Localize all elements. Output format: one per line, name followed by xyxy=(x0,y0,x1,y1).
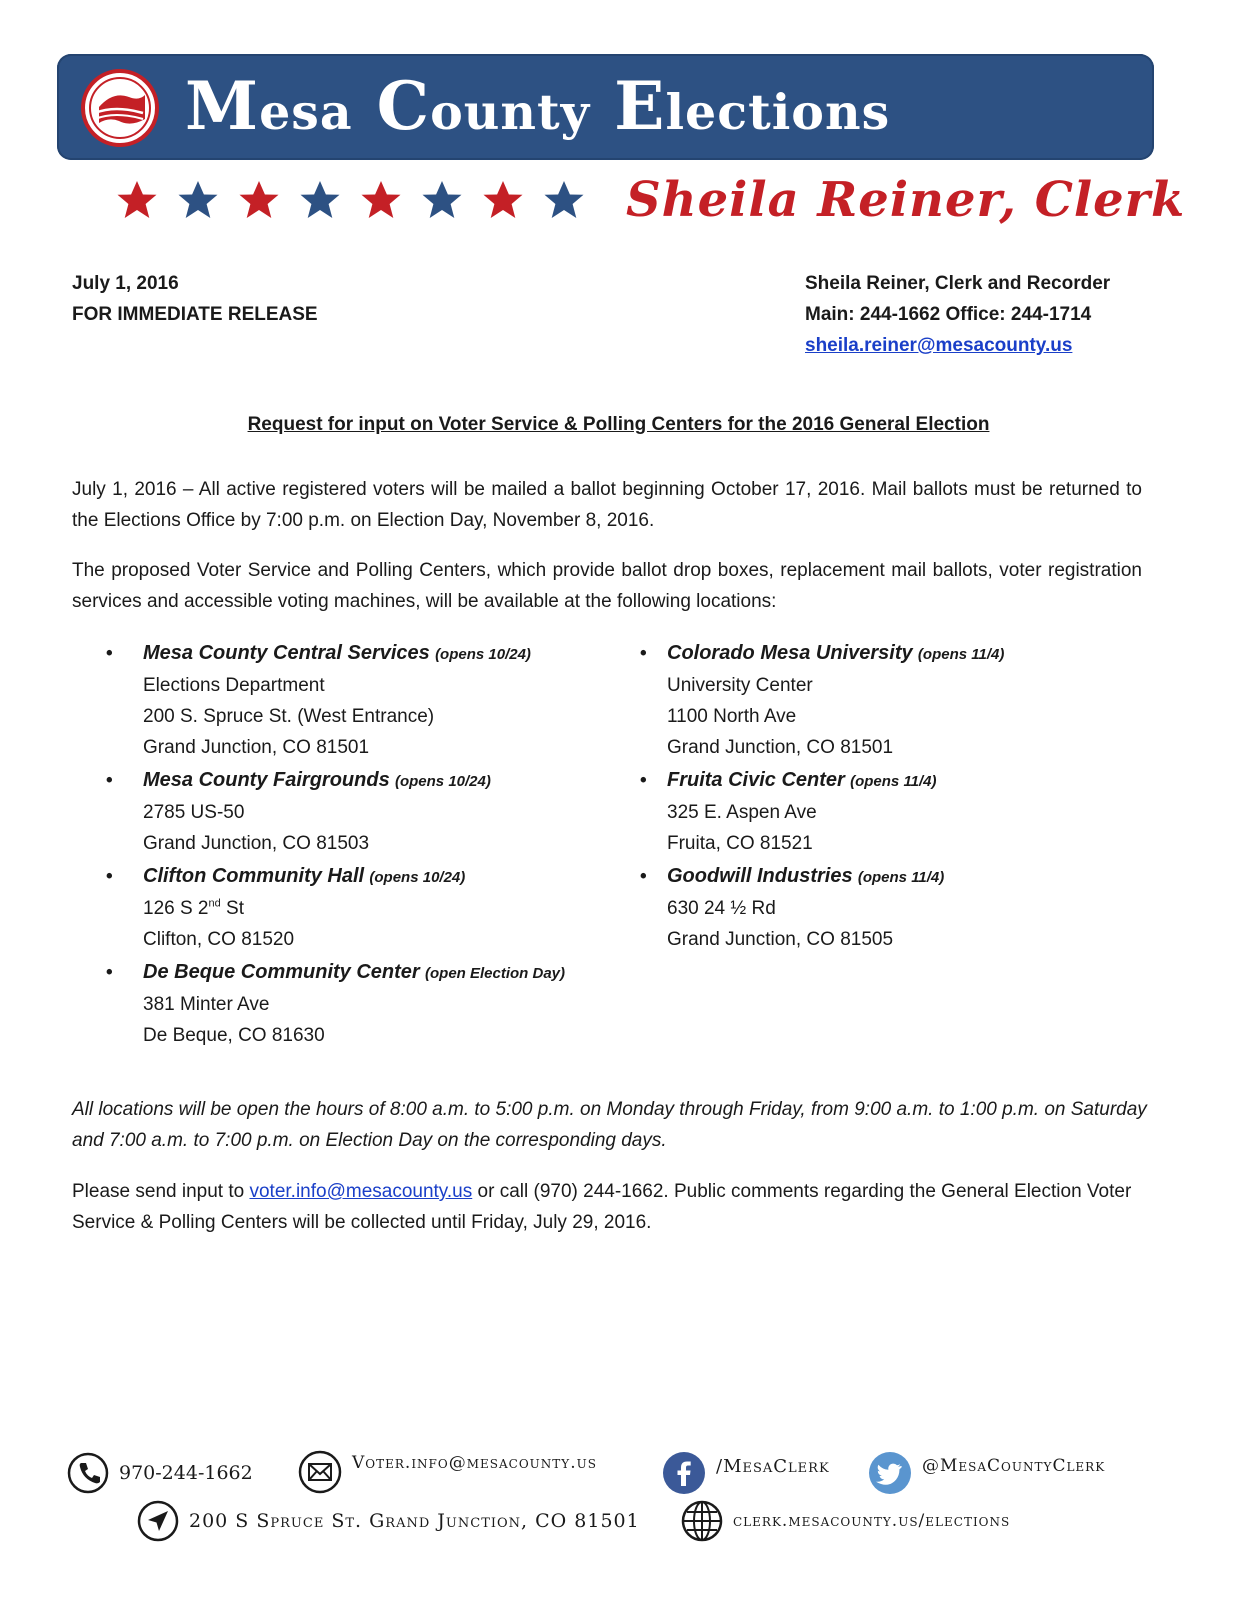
locations-left xyxy=(106,638,626,1053)
location-item xyxy=(106,638,626,763)
location-line: University Center xyxy=(667,675,813,696)
bullet: • xyxy=(640,770,647,791)
facebook-handle[interactable]: /MesaClerk xyxy=(716,1455,830,1477)
header-banner xyxy=(57,54,1154,160)
voter-info-email-link[interactable]: voter.info@mesacounty.us xyxy=(249,1181,473,1202)
location-name: Mesa County Central Services xyxy=(143,642,430,664)
location-item xyxy=(640,638,1160,763)
star-icon xyxy=(179,181,218,218)
bullet: • xyxy=(640,866,647,887)
globe-icon xyxy=(681,1500,723,1542)
contact-email-link[interactable]: sheila.reiner@mesacounty.us xyxy=(805,335,1073,356)
twitter-icon xyxy=(868,1451,912,1495)
centers-paragraph: The proposed Voter Service and Polling Centers, which provide ballot drop boxes, replacement mail ballots, voter registration services and accessible voting machines, will be available at the following locations: xyxy=(72,560,1142,612)
star-icon xyxy=(362,181,401,218)
location-note: (opens 10/24) xyxy=(435,646,531,663)
location-note: (opens 11/4) xyxy=(917,646,1005,663)
location-note: (open Election Day) xyxy=(425,965,566,982)
website-link[interactable]: clerk.mesacounty.us/elections xyxy=(733,1511,1011,1531)
county-logo-icon xyxy=(79,67,161,149)
location-item xyxy=(640,861,1160,955)
banner-title: Mesa County Elections xyxy=(185,67,891,145)
phone-icon xyxy=(67,1452,109,1494)
release-info xyxy=(72,268,318,330)
location-name: De Beque Community Center xyxy=(143,961,420,983)
intro-paragraph: July 1, 2016 – All active registered voters will be mailed a ballot beginning October 17, 2016. Mail ballots must be returned to the Elections Office by 7:00 p.m. on Election Day, November 8, 2016. xyxy=(72,479,1142,531)
location-note: (opens 10/24) xyxy=(394,773,491,790)
star-icon xyxy=(423,181,462,218)
location-line: Grand Junction, CO 81501 xyxy=(667,737,894,758)
location-line: 1100 North Ave xyxy=(667,706,797,727)
location-name: Goodwill Industries xyxy=(667,865,853,887)
location-note: (opens 11/4) xyxy=(857,869,945,886)
location-line: 126 S 2nd St xyxy=(143,897,244,919)
star-icon xyxy=(545,181,584,218)
input-paragraph: Please send input to voter.info@mesacounty.us or call (970) 244-1662. Public comments regarding the General Election Voter Service & Polling Centers will be collected until Friday, July 29, 2016. xyxy=(72,1181,1132,1233)
contact-name: Sheila Reiner, Clerk and Recorder xyxy=(805,273,1111,294)
location-item xyxy=(106,957,626,1051)
star-icon xyxy=(484,181,523,218)
location-line: Clifton, CO 81520 xyxy=(143,929,295,950)
footer-website xyxy=(681,1500,1010,1542)
location-line: 2785 US-50 xyxy=(143,802,245,823)
footer-email xyxy=(298,1450,597,1494)
contact-info xyxy=(805,268,1110,361)
location-line: 630 24 ½ Rd xyxy=(667,898,776,919)
location-line: Grand Junction, CO 81501 xyxy=(143,737,370,758)
location-item xyxy=(106,861,626,955)
clerk-signature: Sheila Reiner, Clerk xyxy=(626,172,1186,228)
release-type: FOR IMMEDIATE RELEASE xyxy=(72,304,318,325)
location-line: Elections Department xyxy=(143,675,325,696)
location-note: (opens 10/24) xyxy=(369,869,466,886)
footer-phone: 970-244-1662 xyxy=(67,1452,253,1494)
bullet: • xyxy=(106,643,113,664)
location-line: 381 Minter Ave xyxy=(143,994,270,1015)
location-item xyxy=(106,765,626,859)
hours-paragraph: All locations will be open the hours of 8:00 a.m. to 5:00 p.m. on Monday through Friday, from 9:00 a.m. to 1:00 p.m. on Saturday and 7:00 a.m. to 7:00 p.m. on Election Day on the corresponding days. xyxy=(72,1099,1147,1151)
location-note: (opens 11/4) xyxy=(850,773,937,790)
bullet: • xyxy=(106,866,113,887)
navigation-arrow-icon xyxy=(137,1500,179,1542)
location-name: Colorado Mesa University xyxy=(667,642,913,664)
footer-address: 200 S Spruce St. Grand Junction, CO 81501 xyxy=(137,1500,640,1542)
location-line: 200 S. Spruce St. (West Entrance) xyxy=(143,706,435,727)
contact-phones: Main: 244-1662 Office: 244-1714 xyxy=(805,304,1092,325)
location-line: Grand Junction, CO 81503 xyxy=(143,833,370,854)
bullet: • xyxy=(106,770,113,791)
release-date: July 1, 2016 xyxy=(72,273,179,294)
facebook-icon xyxy=(662,1451,706,1495)
star-icon xyxy=(301,181,340,218)
location-name: Fruita Civic Center xyxy=(667,769,845,791)
location-name: Mesa County Fairgrounds xyxy=(143,769,390,791)
location-line: Grand Junction, CO 81505 xyxy=(667,929,894,950)
location-line: Fruita, CO 81521 xyxy=(667,833,813,854)
star-icon xyxy=(240,181,279,218)
star-icon xyxy=(118,181,157,218)
headline: Request for input on Voter Service & Polling Centers for the 2016 General Election xyxy=(247,414,990,435)
bullet: • xyxy=(640,643,647,664)
locations-right xyxy=(640,638,1160,957)
envelope-icon xyxy=(298,1450,342,1494)
location-line: 325 E. Aspen Ave xyxy=(667,802,817,823)
footer-email-link[interactable]: Voter.info@mesacounty.us xyxy=(352,1453,597,1473)
footer-facebook xyxy=(662,1451,830,1495)
location-line: De Beque, CO 81630 xyxy=(143,1025,325,1046)
bullet: • xyxy=(106,962,113,983)
location-item xyxy=(640,765,1160,859)
footer-twitter xyxy=(868,1451,1105,1495)
location-name: Clifton Community Hall xyxy=(143,865,365,887)
twitter-handle[interactable]: @MesaCountyClerk xyxy=(922,1456,1106,1476)
star-row xyxy=(112,176,592,226)
